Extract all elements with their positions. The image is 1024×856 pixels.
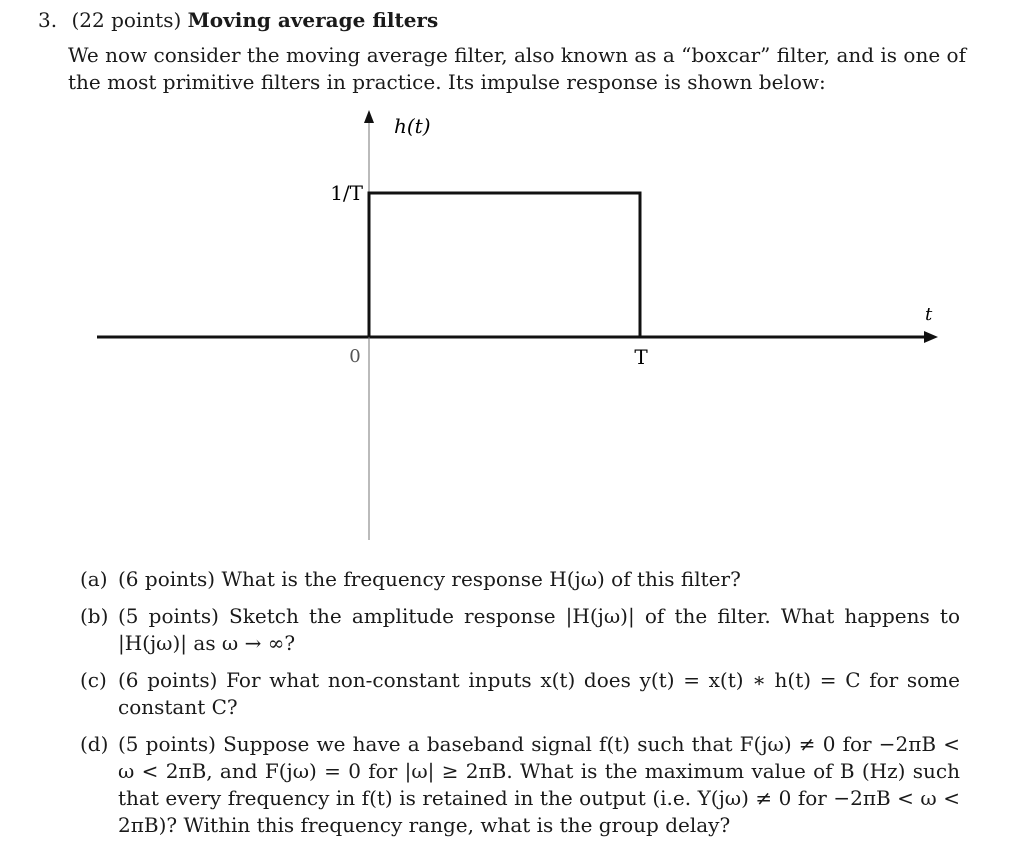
question-tag: (a)	[80, 567, 108, 591]
y-axis-label: h(t)	[394, 114, 431, 138]
time-axis-arrowhead	[924, 331, 938, 343]
question-text: (5 points) Suppose we have a baseband signal f(t) such that F(jω) ≠ 0 for −2πB < ω < 2πB, and F(jω) = 0 for |ω| ≥ 2πB. What is the maximum value of B (Hz) such that every frequency in f(t) is retained in the output (i.e. Y(jω) ≠ 0 for −2πB < ω < 2πB)? Within this frequency range, what is the group delay?	[118, 732, 960, 837]
amplitude-label: 1/T	[330, 181, 363, 205]
question-text: (6 points) For what non-constant inputs x(t) does y(t) = x(t) ∗ h(t) = C for some constant C?	[118, 668, 960, 719]
x-axis-label: t	[925, 304, 933, 325]
end-label: T	[634, 345, 648, 369]
question-text: (6 points) What is the frequency response H(jω) of this filter?	[118, 567, 741, 591]
boxcar-pulse	[369, 193, 640, 337]
question-tag: (d)	[80, 732, 109, 756]
problem-heading	[38, 6, 438, 34]
question-list	[80, 566, 960, 849]
question-tag: (b)	[80, 604, 109, 628]
question-tag: (c)	[80, 668, 107, 692]
question-item	[80, 566, 960, 593]
vertical-axis-arrowhead	[364, 110, 374, 123]
question-item	[80, 731, 960, 839]
origin-label: 0	[349, 346, 361, 367]
problem-number: 3.	[38, 8, 58, 32]
question-text: (5 points) Sketch the amplitude response |H(jω)| of the filter. What happens to |H(jω)| as ω → ∞?	[118, 604, 960, 655]
question-item	[80, 603, 960, 657]
question-item	[80, 667, 960, 721]
problem-title: Moving average filters	[187, 8, 439, 32]
problem-points: (22 points)	[71, 8, 182, 32]
problem-intro: We now consider the moving average filter, also known as a “boxcar” filter, and is one of the most primitive filters in practice. Its impulse response is shown below:	[68, 43, 966, 94]
